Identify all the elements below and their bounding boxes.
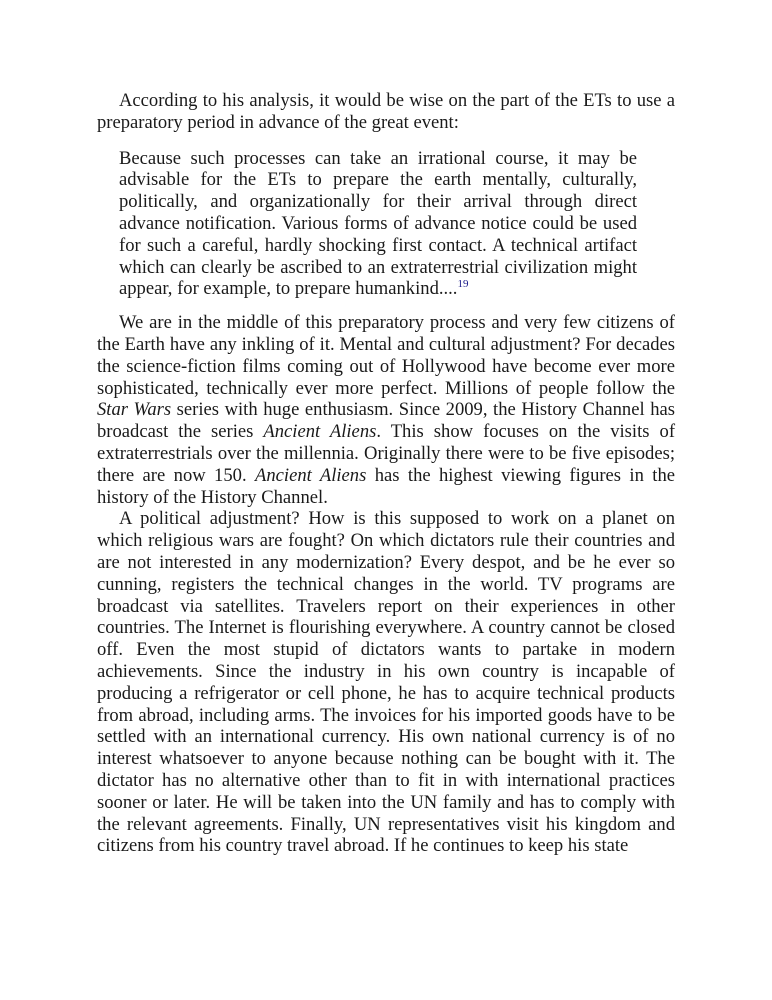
para2-text-1: We are in the middle of this preparatory process and very few citizens of the Earth have any inkling of it. Mental and cultural adjustment? For decades the science-fiction films coming out of Hollywood have become ever more sophisticated, technically ever more perfect. Millions of people follow the: [97, 312, 675, 399]
title-star-wars: Star Wars: [97, 399, 172, 421]
body-paragraph-political: A political adjustment? How is this supposed to work on a planet on which religious wars are fought? On which dictators rule their countries and are not interested in any modernization? Every despot, and be he ever so cunning, registers the technical changes in the world. TV programs are broadcast via satellites. Travelers report on their experiences in other countries. The Internet is flourishing everywhere. A country cannot be closed off. Even the most stupid of dictators wants to partake in modern achievements. Since the industry in his own country is incapable of producing a refrigerator or cell phone, he has to acquire technical products from abroad, including arms. The invoices for his imported goods have to be settled with an international currency. His own national currency is of no interest whatsoever to anyone because nothing can be bought with it. The dictator has no alternative other than to fit in with international practices sooner or later. He will be taken into the UN family and has to comply with the relevant agreements. Finally, UN representatives visit his kingdom and citizens from his country travel abroad. If he continues to keep his state: [97, 508, 675, 857]
block-quote: [119, 148, 637, 301]
title-ancient-aliens: Ancient Aliens: [263, 421, 377, 443]
intro-paragraph: According to his analysis, it would be wise on the part of the ETs to use a preparatory period in advance of the great event:: [97, 90, 675, 133]
para2-text-2: series with huge enthusiasm. Since 2009, the History Channel has broadcast the series: [97, 399, 675, 443]
body-paragraph-media: [97, 312, 675, 508]
quote-text: Because such processes can take an irrational course, it may be advisable for the ETs to prepare the earth mentally, culturally, politically, and organizationally for their arrival through direct advance notification. Various forms of advance notice could be used for such a careful, hardly shocking first contact. A technical artifact which can clearly be ascribed to an extraterrestrial civilization might appear, for example, to prepare humankind....: [119, 147, 637, 300]
page-body: [97, 90, 675, 857]
footnote-reference[interactable]: 19: [457, 278, 469, 291]
title-ancient-aliens-2: Ancient Aliens: [255, 464, 367, 486]
para2-text-3: . This show focuses on the visits of extraterrestrials over the millennia. Originally there were to be five episodes; there are now 150.: [97, 421, 676, 486]
para2-text-4: has the highest viewing figures in the history of the History Channel.: [97, 464, 676, 508]
